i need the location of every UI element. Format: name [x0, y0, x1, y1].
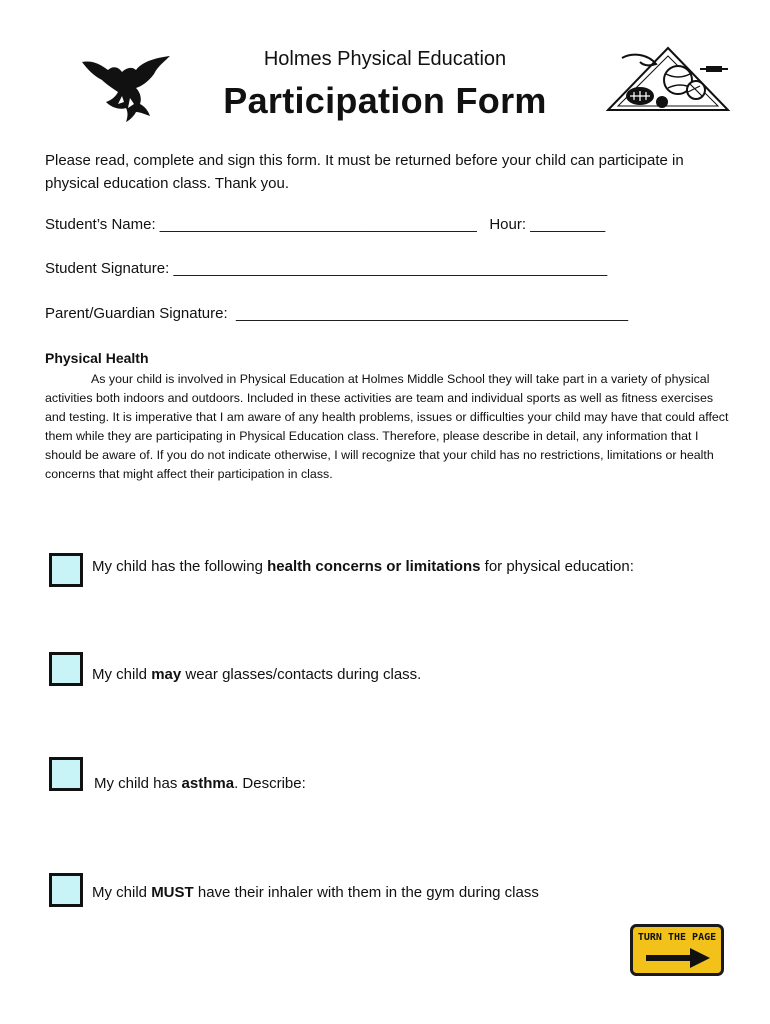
glasses-contacts-checkbox[interactable]	[49, 652, 83, 686]
glasses-contacts-label: My child may wear glasses/contacts during class.	[92, 666, 422, 683]
turn-page-label: TURN THE PAGE	[637, 932, 717, 943]
intro-paragraph: Please read, complete and sign this form. It must be returned before your child can participate in physical education class. Thank you.	[45, 152, 684, 192]
turn-page-sign	[630, 924, 724, 976]
health-concerns-checkbox[interactable]	[49, 553, 83, 587]
physical-health-heading: Physical Health	[45, 350, 149, 366]
student-name-row	[45, 216, 605, 233]
physical-health-text: As your child is involved in Physical Education at Holmes Middle School they will take part in a variety of physical activities both indoors and outdoors. Included in these activities are team and individual sports as well as fitness exercises and testing. It is imperative that I am aware of any health problems, issues or difficulties your child may have that could affect them while they are participating in Physical Education class. Therefore, please describe in detail, any information that I should be aware of. If you do not indicate otherwise, I will recognize that your child has no restrictions, limitations or health concerns that might affect their participation in class.	[45, 372, 729, 481]
inhaler-checkbox[interactable]	[49, 873, 83, 907]
student-signature-row	[45, 260, 607, 277]
physical-health-paragraph	[45, 370, 730, 484]
hour-label: Hour:	[489, 216, 527, 233]
parent-signature-row	[45, 305, 628, 322]
student-signature-label: Student Signature:	[45, 260, 170, 277]
asthma-checkbox[interactable]	[49, 757, 83, 791]
form-title: Participation Form	[223, 80, 547, 121]
asthma-label: My child has asthma. Describe:	[94, 775, 306, 792]
student-name-label: Student’s Name:	[45, 216, 156, 233]
hour-line[interactable]: _________	[530, 216, 606, 233]
inhaler-label: My child MUST have their inhaler with them in the gym during class	[92, 884, 539, 901]
health-concerns-label: My child has the following health concerns or limitations for physical education:	[92, 558, 634, 575]
sports-equipment-icon	[604, 44, 732, 116]
student-name-line[interactable]: ______________________________________	[159, 216, 477, 233]
parent-signature-label: Parent/Guardian Signature:	[45, 305, 228, 322]
parent-signature-line[interactable]: _______________________________________________	[235, 305, 629, 322]
eagle-icon	[78, 52, 174, 124]
form-subtitle: Holmes Physical Education	[263, 48, 507, 70]
student-signature-line[interactable]: ____________________________________________________	[173, 260, 608, 277]
